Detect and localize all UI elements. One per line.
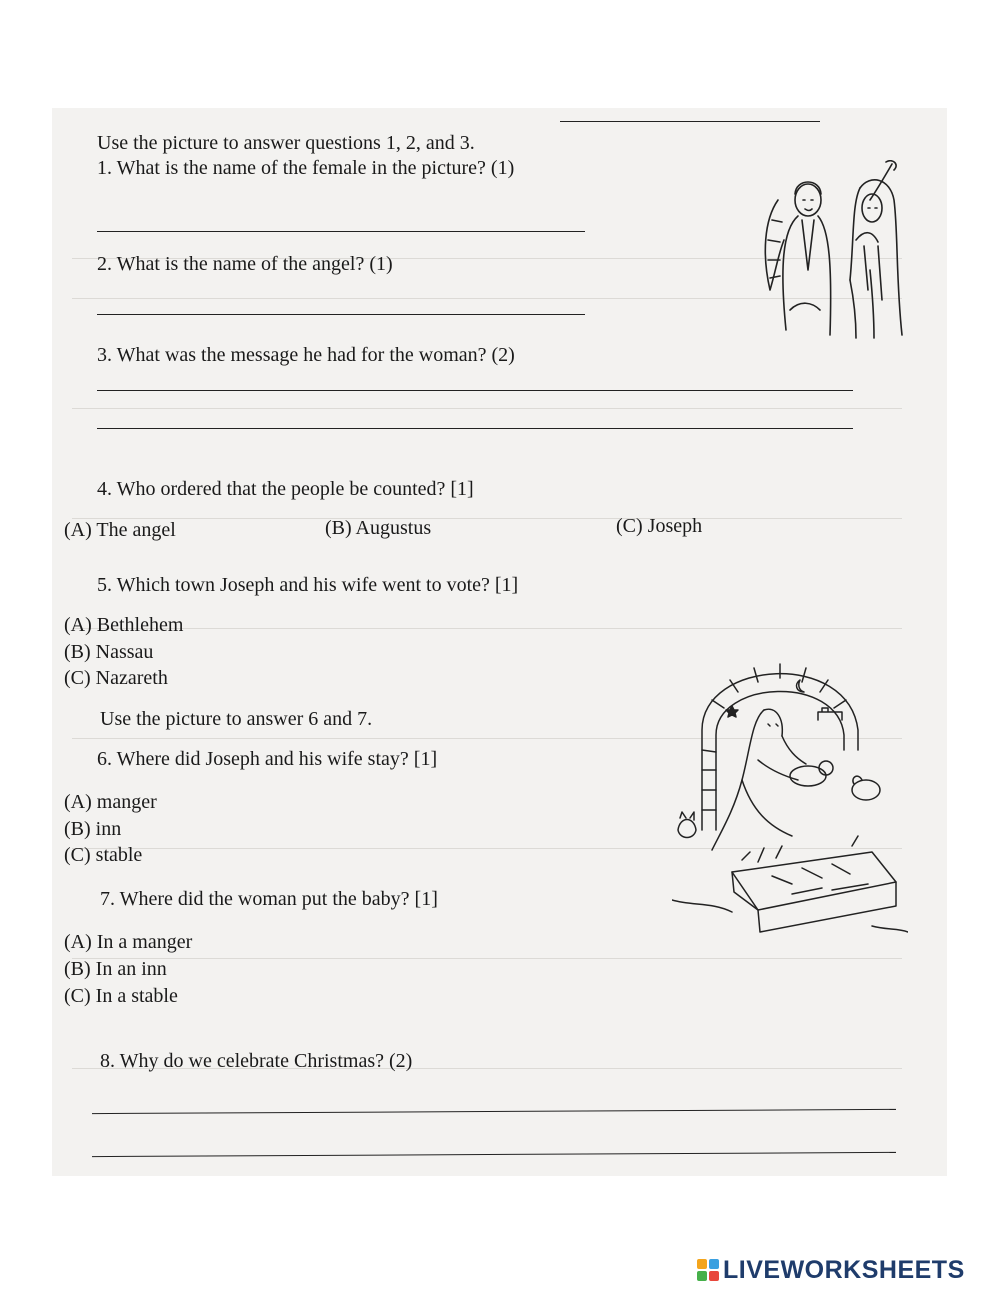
option-4c[interactable]: (C) Joseph bbox=[616, 515, 703, 537]
bleed-through-line bbox=[72, 628, 902, 629]
question-8: 8. Why do we celebrate Christmas? (2) bbox=[100, 1050, 413, 1072]
question-2: 2. What is the name of the angel? (1) bbox=[97, 253, 393, 275]
top-rule bbox=[560, 121, 820, 122]
instruction-2: Use the picture to answer 6 and 7. bbox=[100, 708, 373, 730]
logo-square-2 bbox=[709, 1259, 719, 1269]
option-6b[interactable]: (B) inn bbox=[64, 818, 122, 840]
answer-line-1[interactable] bbox=[97, 231, 585, 232]
logo-square-4 bbox=[709, 1271, 719, 1281]
angel-and-mary-icon bbox=[760, 160, 910, 345]
question-6: 6. Where did Joseph and his wife stay? [1] bbox=[97, 748, 438, 770]
bleed-through-line bbox=[72, 408, 902, 409]
option-4b[interactable]: (B) Augustus bbox=[325, 517, 432, 539]
option-4a[interactable]: (A) The angel bbox=[64, 519, 176, 541]
question-4: 4. Who ordered that the people be counted? [1] bbox=[97, 478, 474, 500]
option-5b[interactable]: (B) Nassau bbox=[64, 641, 154, 663]
question-1: 1. What is the name of the female in the picture? (1) bbox=[97, 157, 515, 179]
option-7c[interactable]: (C) In a stable bbox=[64, 985, 178, 1007]
nativity-manger-icon bbox=[672, 640, 908, 940]
liveworksheets-brand bbox=[697, 1255, 965, 1285]
logo-square-3 bbox=[697, 1271, 707, 1281]
option-6c[interactable]: (C) stable bbox=[64, 844, 143, 866]
answer-line-3b[interactable] bbox=[97, 428, 853, 429]
logo-square-1 bbox=[697, 1259, 707, 1269]
option-7a[interactable]: (A) In a manger bbox=[64, 931, 193, 953]
option-5a[interactable]: (A) Bethlehem bbox=[64, 614, 184, 636]
brand-name: LIVEWORKSHEETS bbox=[723, 1255, 965, 1284]
liveworksheets-logo-icon bbox=[697, 1259, 719, 1281]
option-6a[interactable]: (A) manger bbox=[64, 791, 157, 813]
bleed-through-line bbox=[72, 958, 902, 959]
answer-line-2[interactable] bbox=[97, 314, 585, 315]
option-7b[interactable]: (B) In an inn bbox=[64, 958, 167, 980]
instruction-1: Use the picture to answer questions 1, 2, and 3. bbox=[97, 132, 475, 154]
answer-line-3a[interactable] bbox=[97, 390, 853, 391]
question-5: 5. Which town Joseph and his wife went to vote? [1] bbox=[97, 574, 519, 596]
question-7: 7. Where did the woman put the baby? [1] bbox=[100, 888, 438, 910]
bleed-through-line bbox=[72, 518, 902, 519]
option-5c[interactable]: (C) Nazareth bbox=[64, 667, 168, 689]
question-3: 3. What was the message he had for the woman? (2) bbox=[97, 344, 515, 366]
